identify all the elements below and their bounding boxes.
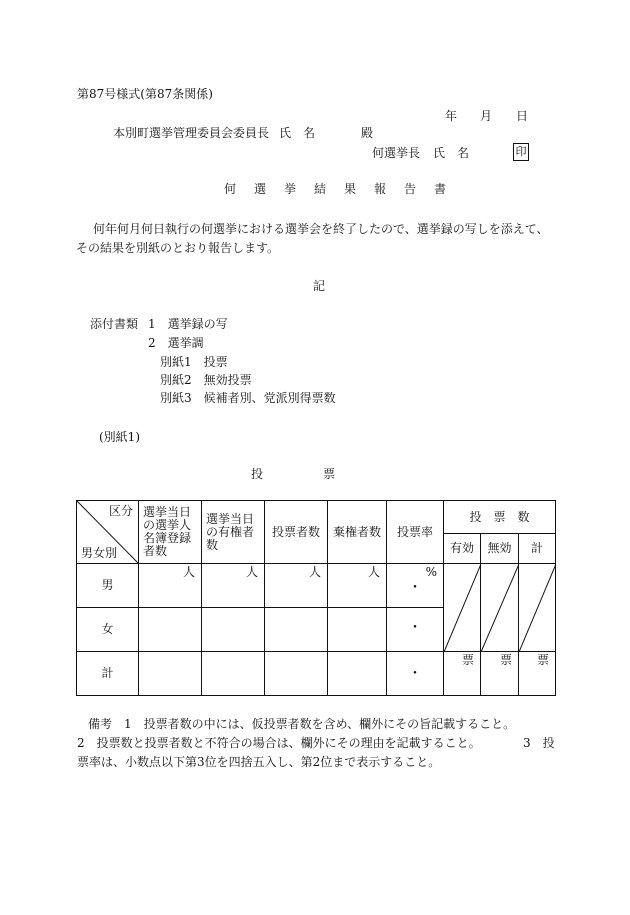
document-title: 何選挙結果報告書 — [224, 182, 465, 196]
date-day: 日 — [516, 109, 529, 123]
cell-total-valid — [444, 652, 481, 696]
attachment-item-2: 2 選挙調 — [148, 336, 204, 350]
cell-female-registered — [139, 608, 202, 652]
vote-table — [76, 500, 556, 696]
body-text-line-2: その結果を別紙のとおり報告します。 — [76, 241, 280, 255]
ki-heading: 記 — [313, 279, 326, 293]
cell-total-eligible — [202, 652, 265, 696]
corner-top-label: 区分 — [108, 504, 133, 518]
unit-vote: 票 — [499, 653, 512, 667]
decimal-dot: ・ — [408, 620, 422, 636]
header-voters: 投票者数 — [265, 501, 328, 564]
cell-male-eligible — [202, 564, 265, 608]
sender-name-label: 氏 名 — [433, 146, 470, 160]
slash-line — [481, 564, 519, 652]
annex-label: (別紙1) — [99, 430, 140, 444]
unit-percent: % — [425, 565, 437, 579]
attachment-sub-1: 別紙1 投票 — [160, 355, 228, 369]
cell-total-blank — [519, 564, 556, 652]
cell-male-abstain — [328, 564, 387, 608]
header-eligible: 選挙当日の有権者数 — [202, 501, 265, 564]
unit-person: 人 — [308, 565, 321, 579]
seal-stamp: 印 — [513, 143, 529, 161]
date-year: 年 — [445, 109, 458, 123]
date-month: 月 — [480, 109, 493, 123]
cell-valid-blank — [444, 564, 481, 652]
addressee-title: 本別町選挙管理委員会委員長 — [113, 126, 270, 140]
row-label-male: 男 — [77, 564, 139, 608]
cell-female-rate — [387, 608, 444, 652]
cell-invalid-blank — [481, 564, 519, 652]
cell-total-invalid — [481, 652, 519, 696]
cell-total-registered — [139, 652, 202, 696]
note-line-2-continued: 3 投 — [523, 736, 555, 750]
form-number: 第87号様式(第87条関係) — [77, 87, 213, 101]
cell-total-rate — [387, 652, 444, 696]
decimal-dot: ・ — [408, 666, 422, 682]
note-line-1: 備考 1 投票者数の中には、仮投票者数を含め、欄外にその旨記載すること。 — [88, 717, 516, 731]
addressee-name-label: 氏 名 — [279, 126, 316, 140]
attachment-sub-2: 別紙2 無効投票 — [160, 373, 252, 387]
header-registered: 選挙当日の選挙人名簿登録者数 — [139, 501, 202, 564]
note-line-3: 票率は、小数点以下第3位を四捨五入し、第2位まで表示すること。 — [77, 755, 441, 769]
slash-line — [444, 564, 481, 652]
decimal-dot: ・ — [408, 580, 422, 596]
cell-male-registered — [139, 564, 202, 608]
sender-title: 何選挙長 — [372, 146, 421, 160]
slash-line — [519, 564, 556, 652]
header-total: 計 — [519, 534, 556, 564]
note-line-2: 2 投票数と投票者数と不符合の場合は、欄外にその理由を記載すること。 — [77, 736, 481, 750]
header-abstain: 棄権者数 — [328, 501, 387, 564]
addressee-honorific: 殿 — [361, 126, 374, 140]
cell-female-abstain — [328, 608, 387, 652]
row-label-female: 女 — [77, 608, 139, 652]
attachments-label: 添付書類 — [90, 317, 139, 331]
cell-total-total — [519, 652, 556, 696]
cell-female-eligible — [202, 608, 265, 652]
cell-male-voters — [265, 564, 328, 608]
attachment-sub-3: 別紙3 候補者別、党派別得票数 — [160, 391, 336, 405]
row-label-total: 計 — [77, 652, 139, 696]
header-invalid: 無効 — [481, 534, 519, 564]
cell-total-abstain — [328, 652, 387, 696]
cell-male-rate — [387, 564, 444, 608]
cell-female-voters — [265, 608, 328, 652]
unit-vote: 票 — [461, 653, 474, 667]
header-valid: 有効 — [444, 534, 481, 564]
attachment-item-1: 1 選挙録の写 — [148, 317, 228, 331]
unit-person: 人 — [245, 565, 258, 579]
header-votes-group: 投 票 数 — [444, 501, 556, 534]
table-title: 投 票 — [251, 467, 336, 481]
corner-bottom-label: 男女別 — [81, 546, 118, 560]
unit-vote: 票 — [536, 653, 549, 667]
cell-total-voters — [265, 652, 328, 696]
header-rate: 投票率 — [387, 501, 444, 564]
body-text-line-1: 何年何月何日執行の何選挙における選挙会を終了したので、選挙録の写しを添えて、 — [93, 222, 549, 236]
unit-person: 人 — [367, 565, 380, 579]
corner-cell — [77, 501, 139, 564]
unit-person: 人 — [182, 565, 195, 579]
